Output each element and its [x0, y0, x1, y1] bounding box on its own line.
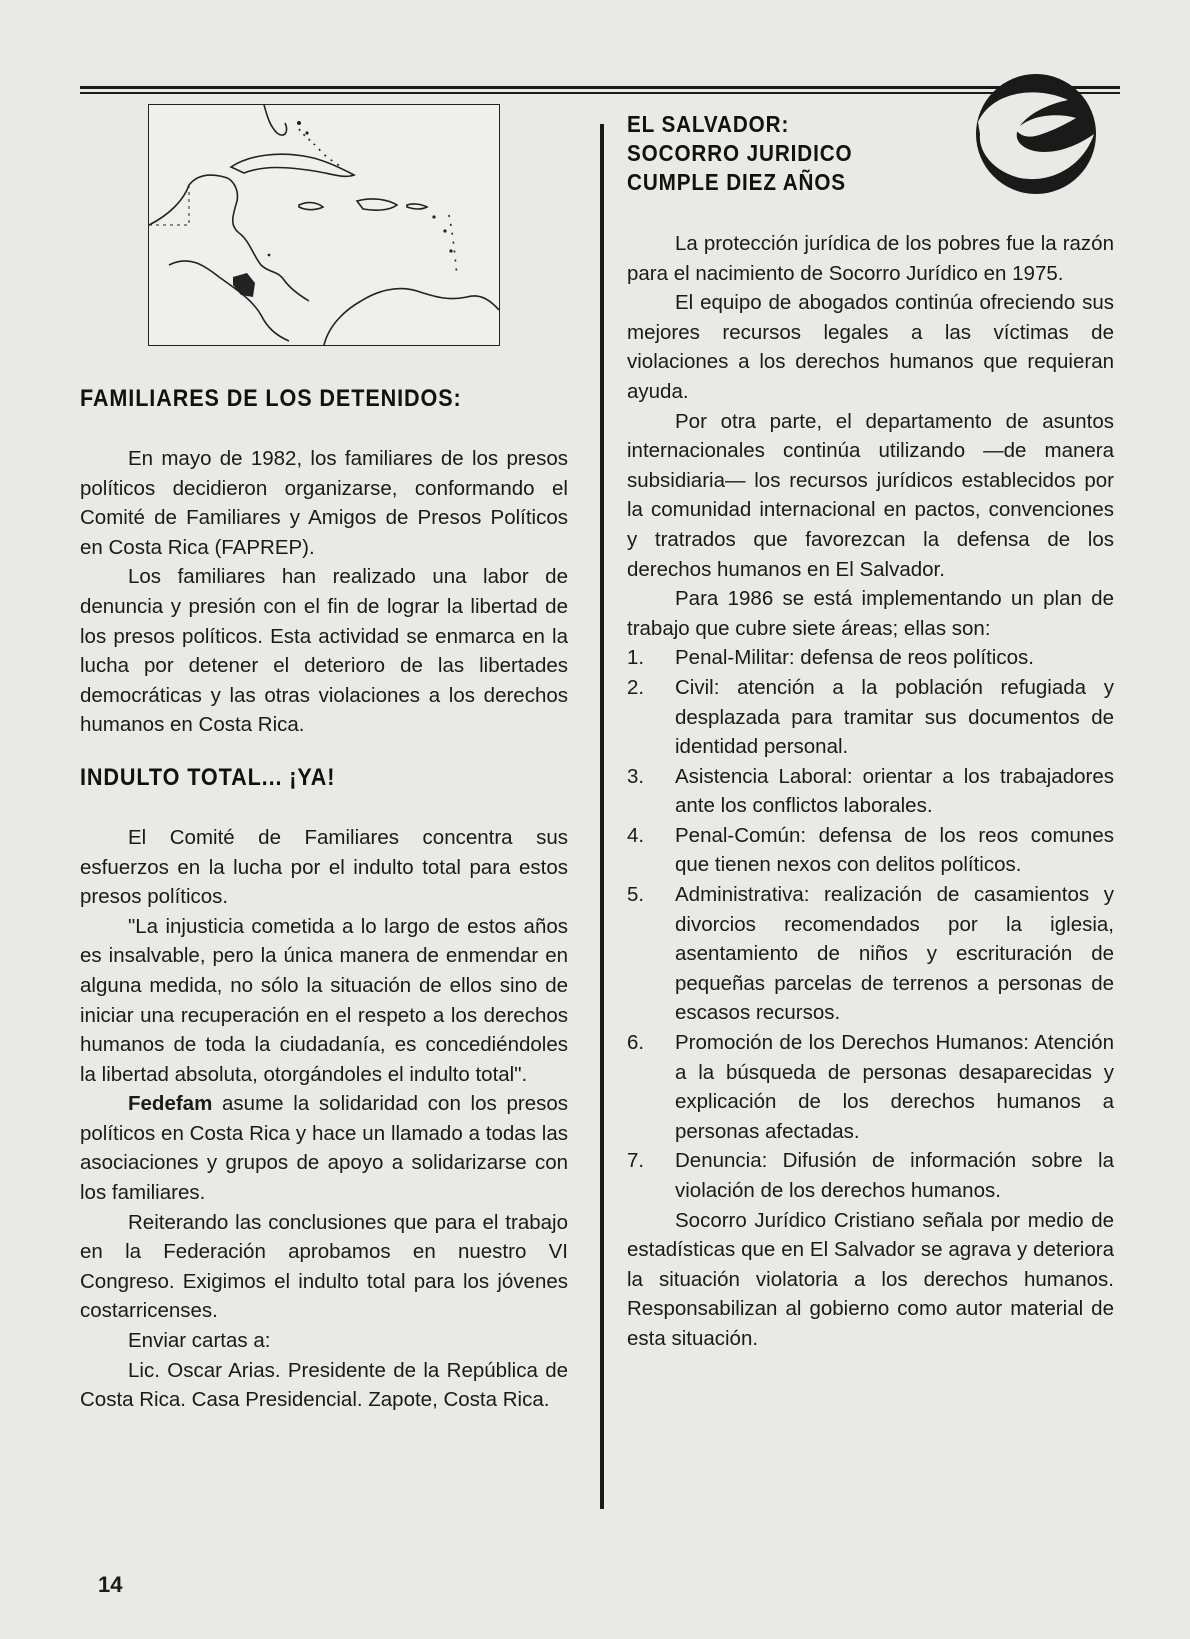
list-number: 1. — [627, 646, 645, 670]
article-title-line: SOCORRO JURIDICO — [627, 140, 853, 166]
list-number: 5. — [627, 883, 645, 907]
list-item — [627, 821, 1114, 880]
list-item — [627, 673, 1114, 762]
list-item — [627, 643, 1114, 673]
list-text: Penal-Militar: defensa de reos políticos. — [675, 646, 1034, 670]
paragraph: Por otra parte, el departamento de asuntos internacionales continúa utilizando —de manera subsidiaria— los recursos jurídicos establecidos por la comunidad internacional en pactos, convenciones y tratrados que favorezcan la defensa de los derechos humanos en El Salvador. — [627, 409, 1114, 581]
column-divider — [600, 124, 604, 1509]
paragraph: Los familiares han realizado una labor de denuncia y presión con el fin de lograr la libertad de los presos políticos. Esta actividad se enmarca en la lucha por detener el deterioro de las libertades democráticas y las otras violaciones a los derechos humanos en Costa Rica. — [80, 565, 568, 737]
paragraph: Para 1986 se está implementando un plan de trabajo que cubre siete áreas; ellas son: — [627, 587, 1114, 640]
section-heading-indulto: INDULTO TOTAL... ¡YA! — [80, 763, 336, 791]
paragraph: Reiterando las conclusiones que para el trabajo en la Federación aprobamos en nuestro VI Congreso. Exigimos el indulto total para los jóvenes costarricenses. — [80, 1210, 568, 1323]
central-america-map-icon — [148, 104, 500, 346]
fedefam-bold: Fedefam — [128, 1092, 213, 1116]
paragraph: Socorro Jurídico Cristiano señala por medio de estadísticas que en El Salvador se agrava y deteriora la situación violatoria a los derechos humanos. Responsabilizan al gobierno como autor material de esta situación. — [627, 1208, 1114, 1350]
list-item — [627, 762, 1114, 821]
paragraph-rest: asume la solidaridad con los presos políticos en Costa Rica y hace un llamado a todas las asociaciones y grupos de apoyo a solidarizarse con los familiares. — [80, 1092, 568, 1205]
address-paragraph: Lic. Oscar Arias. Presidente de la República de Costa Rica. Casa Presidencial. Zapote, Costa Rica. — [80, 1358, 568, 1412]
list-item — [627, 1146, 1114, 1205]
paragraph: La protección jurídica de los pobres fue la razón para el nacimiento de Socorro Jurídico en 1975. — [627, 232, 1114, 285]
list-number: 2. — [627, 675, 645, 699]
quote-paragraph: "La injusticia cometida a lo largo de estos años es insalvable, pero la única manera de enmendar en alguna medida, no sólo la situación de ellos sino de iniciar una recuperación en el respeto a los derechos humanos de toda la ciudadanía, es concediéndoles la libertad absoluta, otorgándoles el indulto total". — [80, 914, 568, 1086]
article-title-line: CUMPLE DIEZ AÑOS — [627, 169, 846, 195]
paragraph: Enviar cartas a: — [128, 1329, 271, 1353]
list-number: 6. — [627, 1031, 645, 1055]
list-item — [627, 880, 1114, 1028]
list-text: Administrativa: realización de casamientos y divorcios recomendados por la iglesia, asentamiento de niños y escrituración de pequeñas parcelas de terrenos a personas de escasos recursos. — [675, 883, 1114, 1025]
list-number: 3. — [627, 764, 645, 788]
list-text: Civil: atención a la población refugiada y desplazada para tramitar sus documentos de identidad personal. — [675, 675, 1114, 759]
list-text: Asistencia Laboral: orientar a los trabajadores ante los conflictos laborales. — [675, 764, 1114, 818]
paragraph: El equipo de abogados continúa ofreciendo sus mejores recursos legales a las víctimas de violaciones a los derechos humanos que requieran ayuda. — [627, 291, 1114, 403]
list-text: Denuncia: Difusión de información sobre la violación de los derechos humanos. — [675, 1149, 1114, 1202]
list-text: Promoción de los Derechos Humanos: Atención a la búsqueda de personas desaparecidas y explicación de los derechos humanos a personas afectadas. — [675, 1031, 1114, 1143]
section-heading-familiares: FAMILIARES DE LOS DETENIDOS: — [80, 385, 462, 412]
article-title-line: EL SALVADOR: — [627, 111, 790, 137]
list-text: Penal-Común: defensa de los reos comunes que tienen nexos con delitos políticos. — [675, 823, 1114, 877]
work-areas-list — [627, 643, 1114, 1205]
paragraph: En mayo de 1982, los familiares de los presos políticos decidieron organizarse, conformando el Comité de Familiares y Amigos de Presos Políticos en Costa Rica (FAPREP). — [80, 447, 568, 559]
paragraph: El Comité de Familiares concentra sus esfuerzos en la lucha por el indulto total para estos presos políticos. — [80, 825, 568, 909]
list-item — [627, 1028, 1114, 1146]
left-column — [80, 384, 568, 1415]
page-number: 14 — [98, 1572, 123, 1597]
list-number: 4. — [627, 823, 645, 847]
list-number: 7. — [627, 1149, 645, 1173]
paragraph — [80, 1089, 568, 1207]
right-column — [627, 110, 1114, 1354]
